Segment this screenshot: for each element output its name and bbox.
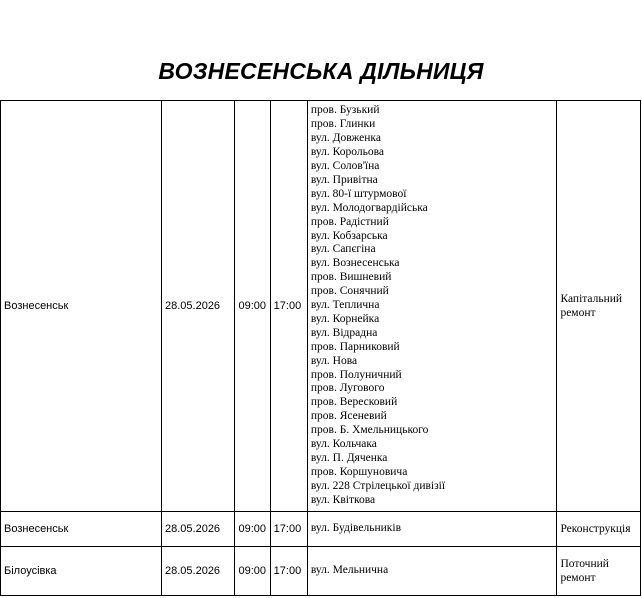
street-item: пров. Вересковий <box>310 396 398 409</box>
street-item: пров. Парниковий <box>310 340 400 353</box>
end-time-cell: 17:00 <box>270 512 307 547</box>
start-time-cell: 09:00 <box>235 547 270 596</box>
table-row <box>1 101 641 512</box>
settlement-cell: Вознесенськ <box>1 101 162 512</box>
street-item: вул. Квіткова <box>310 493 376 506</box>
end-time-cell: 17:00 <box>270 101 307 512</box>
settlement-cell: Білоусівка <box>1 547 162 596</box>
street-item: вул. Привітна <box>310 173 378 186</box>
street-item: пров. Коршуновича <box>310 465 408 478</box>
document-title: ВОЗНЕСЕНСЬКА ДІЛЬНИЦЯ <box>158 58 484 84</box>
date-cell: 28.05.2026 <box>162 101 235 512</box>
streets-cell <box>307 547 557 596</box>
street-item: вул. Мельнична <box>310 564 389 577</box>
street-item: вул. Нова <box>310 354 358 367</box>
table-row <box>1 512 641 547</box>
street-item: вул. Довженка <box>310 132 381 145</box>
work-type-cell: Капітальний ремонт <box>557 101 641 512</box>
street-item: вул. Сапєгіна <box>310 243 376 256</box>
street-item: вул. П. Дяченка <box>310 452 388 465</box>
start-time-cell: 09:00 <box>235 512 270 547</box>
street-item: вул. Кобзарська <box>310 229 388 242</box>
streets-cell <box>307 101 557 512</box>
street-item: вул. Корнейка <box>310 312 380 325</box>
street-item: пров. Глинки <box>310 118 376 131</box>
street-item: вул. Кольчака <box>310 438 377 451</box>
work-type-cell: Поточний ремонт <box>557 547 641 596</box>
settlement-cell: Вознесенськ <box>1 512 162 547</box>
date-cell: 28.05.2026 <box>162 512 235 547</box>
street-item: вул. Солов'їна <box>310 159 380 172</box>
street-item: вул. Корольова <box>310 146 384 159</box>
street-item: пров. Радістний <box>310 215 389 228</box>
end-time-cell: 17:00 <box>270 547 307 596</box>
table-row <box>1 547 641 596</box>
street-item: пров. Полуничний <box>310 368 402 381</box>
schedule-table-body <box>1 101 641 596</box>
streets-cell <box>307 512 557 547</box>
date-cell: 28.05.2026 <box>162 547 235 596</box>
street-item: вул. Будівельників <box>310 522 402 535</box>
street-item: пров. Бузький <box>310 104 380 117</box>
start-time-cell: 09:00 <box>235 101 270 512</box>
street-item: пров. Лугового <box>310 382 385 395</box>
street-item: вул. 228 Стрілецької дивізії <box>310 479 446 492</box>
street-item: пров. Вишневий <box>310 271 392 284</box>
street-item: пров. Ясеневий <box>310 410 387 423</box>
street-item: вул. Відрадна <box>310 326 378 339</box>
work-type-cell: Реконструкція <box>557 512 641 547</box>
street-item: пров. Б. Хмельницького <box>310 424 429 437</box>
street-item: вул. Вознесенська <box>310 257 400 270</box>
outage-schedule-table <box>0 100 641 596</box>
street-item: вул. Молодогвардійська <box>310 201 428 214</box>
street-item: вул. Теплична <box>310 299 380 312</box>
street-item: вул. 80-ї штурмової <box>310 187 407 200</box>
street-item: пров. Сонячний <box>310 285 389 298</box>
